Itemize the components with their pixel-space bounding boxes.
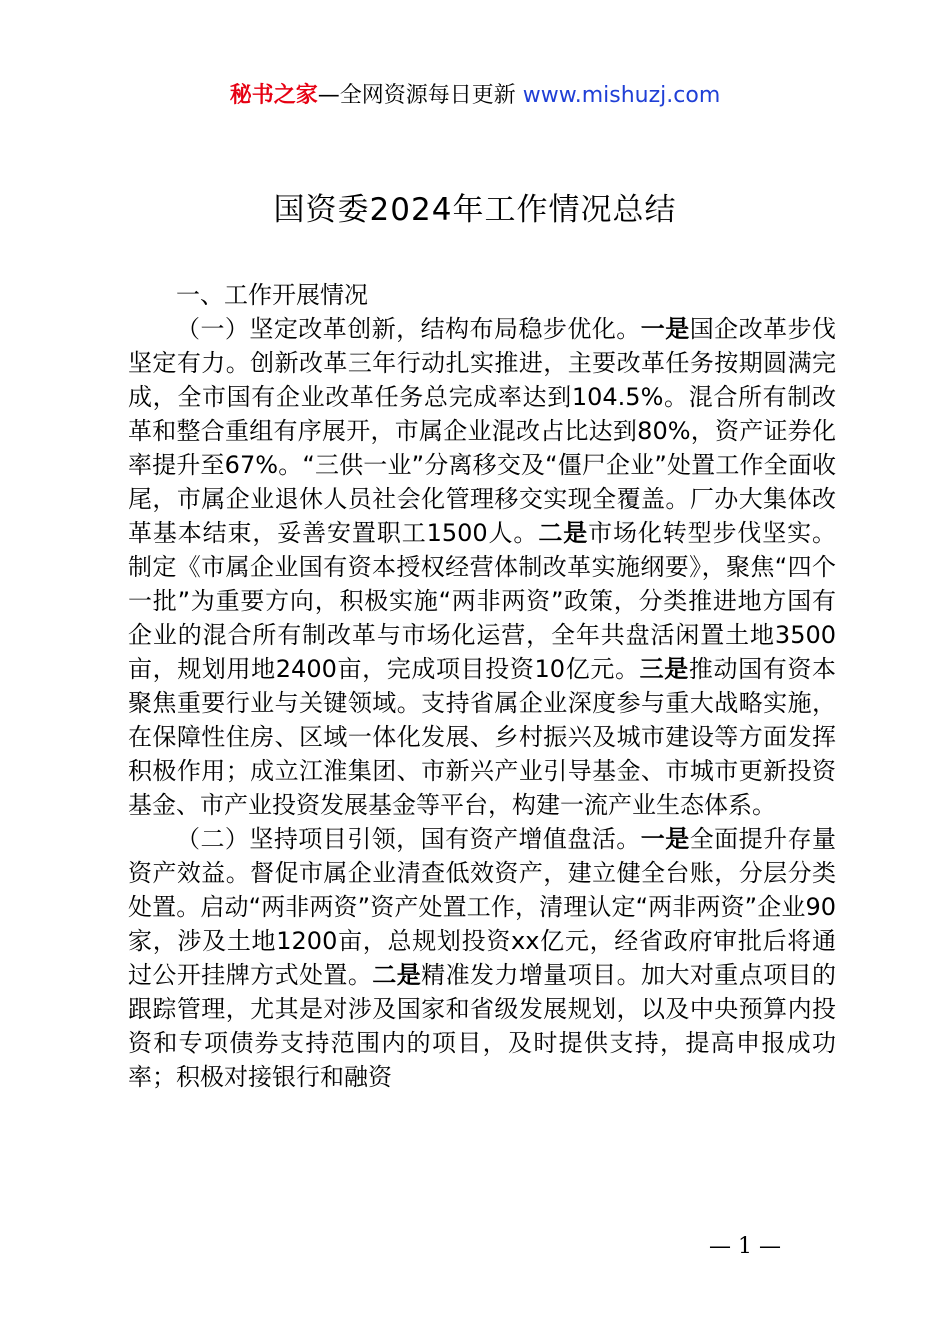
paragraph-2-lead: （二）坚持项目引领，国有资产增值盘活。 [176,825,641,853]
marker-two: 二是 [538,519,589,547]
paragraph-2-text-2: 精准发力增量项目。加大对重点项目的跟踪管理，尤其是对涉及国家和省级发展规划，以及中央预算内投资和专项债券支持范围内的项目，及时提供支持，提高申报成功率；积极对接银行和融资 [128,961,837,1091]
marker-one: 一是 [640,825,690,853]
paragraph-1-lead: （一）坚定改革创新，结构布局稳步优化。 [176,315,641,343]
banner-url[interactable]: www.mishuzj.com [522,83,721,108]
paragraph-2-text-1: 全面提升存量资产效益。督促市属企业清查低效资产，建立健全台账，分层分类处置。启动“两非两资”资产处置工作，清理认定“两非两资”企业90家，涉及土地1200亩，总规划投资xx亿元，经省政府审批后将通过公开挂牌方式处置。 [128,825,837,989]
paragraph-1-text-3: 推动国有资本聚焦重要行业与关键领域。支持省属企业深度参与重大战略实施，在保障性住房、区域一体化发展、乡村振兴及城市建设等方面发挥积极作用；成立江淮集团、市新兴产业引导基金、市城市更新投资基金、市产业投资发展基金等平台，构建一流产业生态体系。 [128,655,837,819]
paragraph-1-text-2: 市场化转型步伐坚实。制定《市属企业国有资本授权经营体制改革实施纲要》，聚焦“四个一批”为重要方向，积极实施“两非两资”政策，分类推进地方国有企业的混合所有制改革与市场化运营，全年共盘活闲置土地3500亩，规划用地2400亩，完成项目投资10亿元。 [128,519,837,683]
marker-one: 一是 [640,315,690,343]
paragraph-2 [128,822,836,1094]
paragraph-1 [128,312,836,822]
marker-three: 三是 [639,655,689,683]
page-number: — 1 — [709,1234,781,1259]
section-heading: 一、工作开展情况 [176,281,368,309]
paragraph-1-text-1: 国企改革步伐坚定有力。创新改革三年行动扎实推进，主要改革任务按期圆满完成，全市国有企业改革任务总完成率达到104.5%。混合所有制改革和整合重组有序展开，市属企业混改占比达到80%，资产证券化率提升至67%。“三供一业”分离移交及“僵尸企业”处置工作全面收尾，市属企业退休人员社会化管理移交实现全覆盖。厂办大集体改革基本结束，妥善安置职工1500人。 [128,315,837,547]
marker-two: 二是 [372,961,422,989]
banner-tagline: —全网资源每日更新 [317,83,523,108]
site-banner [0,80,950,112]
document-body [128,278,836,1094]
banner-brand: 秘书之家 [229,83,318,108]
document-title: 国资委2024年工作情况总结 [273,192,677,228]
